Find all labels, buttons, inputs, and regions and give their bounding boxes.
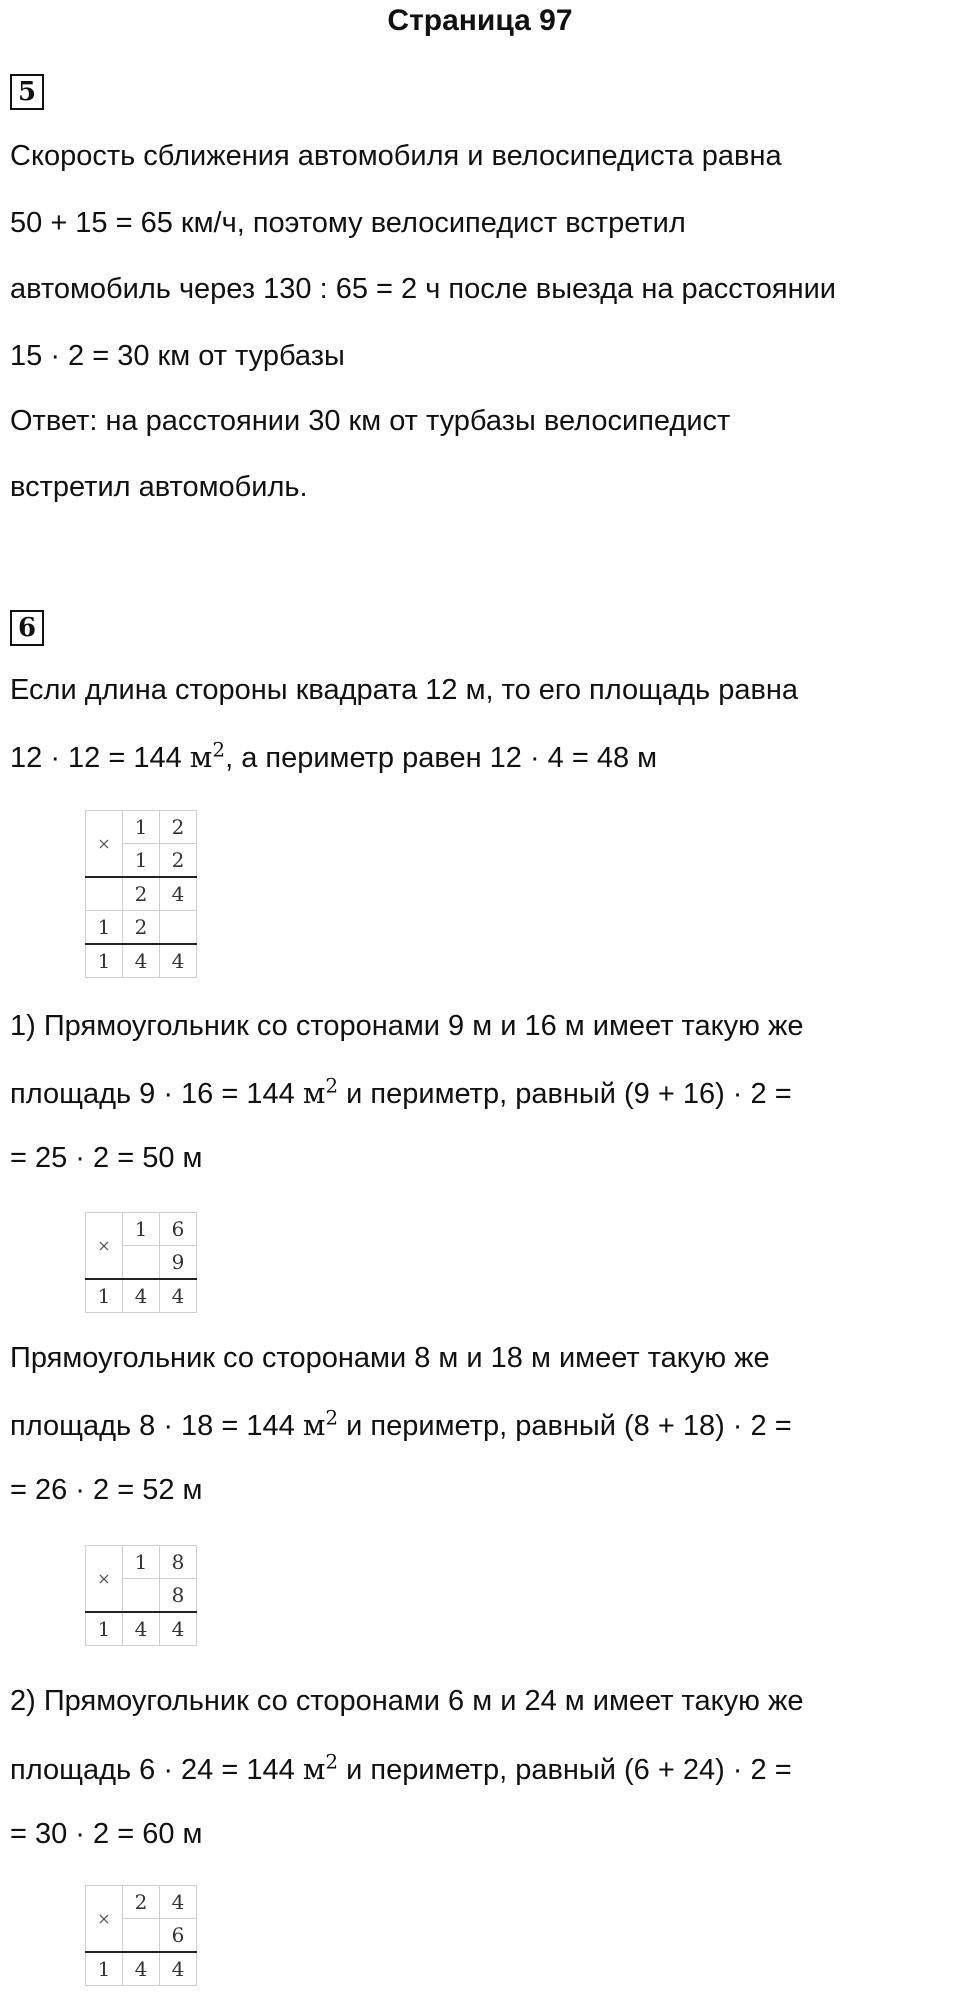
part-1b-line-1: Прямоугольник со сторонами 8 м и 18 м имеет такую же bbox=[10, 1342, 770, 1374]
calc-table-24x6 bbox=[85, 1885, 197, 1986]
part-2-line-2 bbox=[10, 1749, 792, 1787]
calc-cell bbox=[86, 877, 123, 911]
task-5-number: 5 bbox=[10, 74, 44, 110]
part-1b-line-2 bbox=[10, 1405, 792, 1443]
part-1-line-1: 1) Прямоугольник со сторонами 9 м и 16 м имеет такую же bbox=[10, 1010, 804, 1042]
calc-cell: 4 bbox=[160, 877, 197, 911]
task-5-answer-line: встретил автомобиль. bbox=[10, 471, 308, 503]
calc-cell: 2 bbox=[123, 877, 160, 911]
calc-cell: 2 bbox=[160, 811, 197, 844]
unit-square-meter: $м^2$ bbox=[302, 1073, 339, 1110]
calc-cell: 8 bbox=[160, 1579, 197, 1613]
calc-table-12x12 bbox=[85, 810, 197, 978]
task-5-line-2: 50 + 15 = 65 км/ч, поэтому велосипедист встретил bbox=[10, 207, 686, 239]
calc-cell bbox=[160, 911, 197, 945]
calc-cell: 1 bbox=[86, 944, 123, 978]
part-1-line-3: = 25 · 2 = 50 м bbox=[10, 1142, 203, 1174]
task-5-line-5: Ответ: на расстоянии 30 км от турбазы велосипедист bbox=[10, 405, 731, 437]
unit-square-meter: $м^2$ bbox=[302, 1405, 339, 1442]
multiply-sign: × bbox=[86, 811, 123, 878]
text-fragment: и периметр, равный (8 + 18) · 2 = bbox=[338, 1410, 792, 1442]
calc-cell: 2 bbox=[160, 844, 197, 878]
calc-cell: 4 bbox=[160, 1952, 197, 1986]
calc-cell: 1 bbox=[123, 1213, 160, 1246]
part-2-line-3: = 30 · 2 = 60 м bbox=[10, 1818, 203, 1850]
text-fragment: , а периметр равен 12 · 4 = 48 м bbox=[225, 742, 658, 774]
text-fragment: площадь 6 · 24 = 144 bbox=[10, 1754, 303, 1786]
calc-cell: 1 bbox=[86, 1279, 123, 1313]
task-5-line-1: Скорость сближения автомобиля и велосипедиста равна bbox=[10, 140, 782, 172]
calc-cell: 4 bbox=[123, 1612, 160, 1646]
text-fragment: и периметр, равный (6 + 24) · 2 = bbox=[338, 1754, 792, 1786]
calc-cell: 1 bbox=[123, 811, 160, 844]
text-fragment: площадь 9 · 16 = 144 bbox=[10, 1078, 303, 1110]
task-6-number: 6 bbox=[10, 610, 44, 646]
calc-cell: 6 bbox=[160, 1213, 197, 1246]
calc-cell: 6 bbox=[160, 1919, 197, 1953]
multiply-sign: × bbox=[86, 1886, 123, 1953]
calc-table-16x9 bbox=[85, 1212, 197, 1313]
task-6-intro-line-1: Если длина стороны квадрата 12 м, то его площадь равна bbox=[10, 674, 798, 706]
text-fragment: 12 · 12 = 144 bbox=[10, 742, 190, 774]
text-fragment: и периметр, равный (9 + 16) · 2 = bbox=[338, 1078, 792, 1110]
calc-cell: 1 bbox=[123, 1546, 160, 1579]
calc-cell: 1 bbox=[86, 911, 123, 945]
calc-cell: 4 bbox=[123, 1279, 160, 1313]
calc-table-18x8 bbox=[85, 1545, 197, 1646]
calc-cell: 4 bbox=[160, 1886, 197, 1919]
calc-cell: 1 bbox=[123, 844, 160, 878]
unit-square-meter: $м^2$ bbox=[302, 1749, 339, 1786]
text-fragment: площадь 8 · 18 = 144 bbox=[10, 1410, 303, 1442]
multiply-sign: × bbox=[86, 1213, 123, 1280]
part-2-line-1: 2) Прямоугольник со сторонами 6 м и 24 м имеет такую же bbox=[10, 1685, 804, 1717]
task-6-intro-line-2 bbox=[10, 737, 658, 775]
calc-cell: 1 bbox=[86, 1612, 123, 1646]
calc-cell bbox=[123, 1246, 160, 1280]
calc-cell: 2 bbox=[123, 1886, 160, 1919]
calc-cell: 8 bbox=[160, 1546, 197, 1579]
calc-cell bbox=[123, 1919, 160, 1953]
calc-cell: 9 bbox=[160, 1246, 197, 1280]
page-title: Страница 97 bbox=[387, 4, 573, 37]
part-1-line-2 bbox=[10, 1073, 792, 1111]
calc-cell bbox=[123, 1579, 160, 1613]
calc-cell: 4 bbox=[160, 944, 197, 978]
task-5-line-4: 15 · 2 = 30 км от турбазы bbox=[10, 340, 345, 372]
calc-cell: 4 bbox=[160, 1279, 197, 1313]
calc-cell: 4 bbox=[123, 1952, 160, 1986]
calc-cell: 4 bbox=[123, 944, 160, 978]
calc-cell: 1 bbox=[86, 1952, 123, 1986]
calc-cell: 4 bbox=[160, 1612, 197, 1646]
part-1b-line-3: = 26 · 2 = 52 м bbox=[10, 1474, 203, 1506]
task-5-line-3: автомобиль через 130 : 65 = 2 ч после выезда на расстоянии bbox=[10, 273, 836, 305]
multiply-sign: × bbox=[86, 1546, 123, 1613]
calc-cell: 2 bbox=[123, 911, 160, 945]
unit-square-meter: $м^2$ bbox=[189, 737, 226, 774]
